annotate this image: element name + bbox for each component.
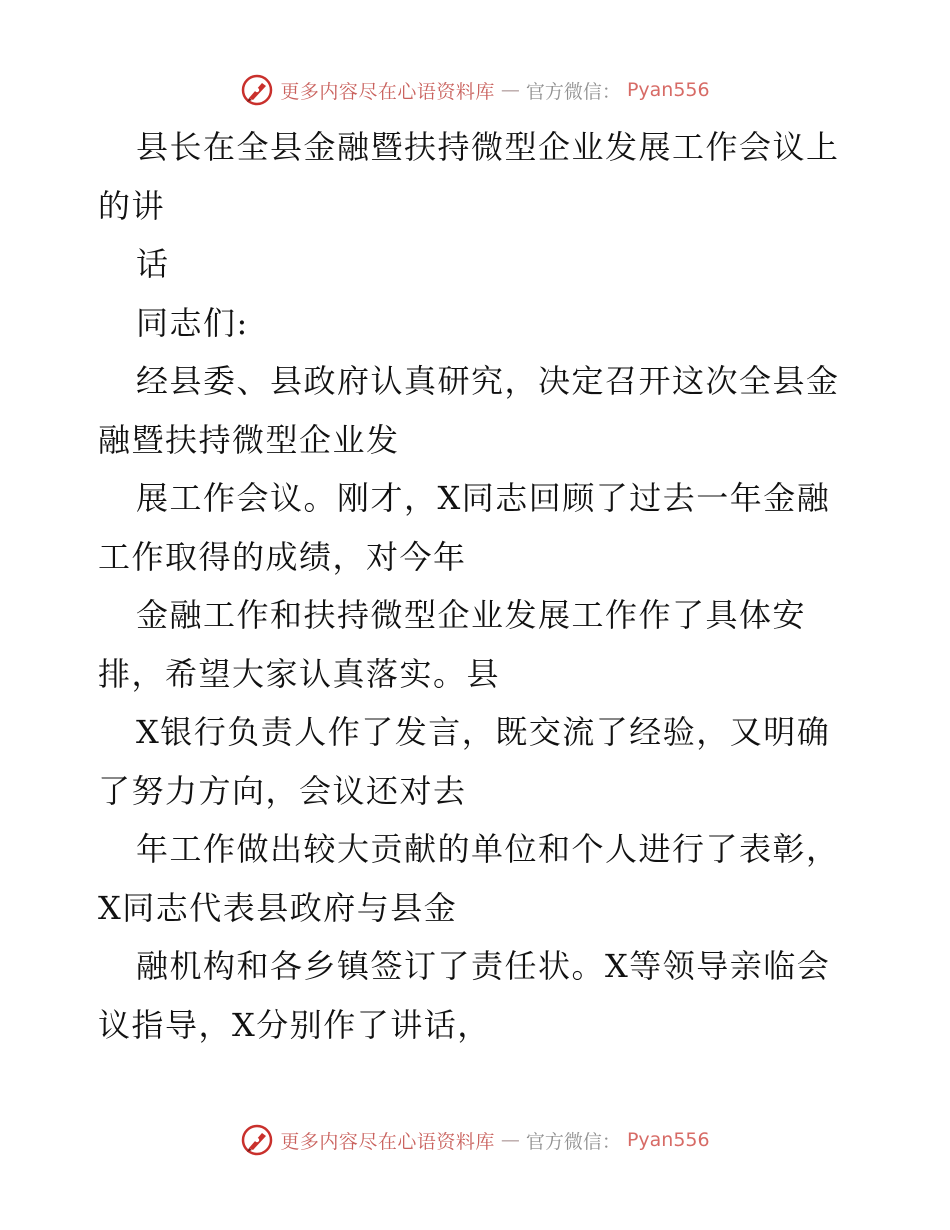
text-line: 经县委、县政府认真研究，决定召开这次全县金 <box>136 362 840 400</box>
text-line: X银行负责人作了发言，既交流了经验，又明确 <box>136 713 831 751</box>
text-line: 县长在全县金融暨扶持微型企业发展工作会议上 <box>136 128 840 166</box>
watermark-wechat-label: 官方微信： <box>525 80 621 103</box>
text-line: 融暨扶持微型企业发 <box>98 420 400 459</box>
text-line: 议指导，X分别作了讲话， <box>98 1005 491 1044</box>
text-line: X同志代表县政府与县金 <box>98 888 458 927</box>
document-body <box>98 118 858 1054</box>
watermark-text: 更多内容尽在心语资料库 <box>280 1130 495 1153</box>
watermark-text: 更多内容尽在心语资料库 <box>280 80 495 103</box>
text-line: 展工作会议。刚才，X同志回顾了过去一年金融 <box>136 479 831 517</box>
text-line: 年工作做出较大贡献的单位和个人进行了表彰， <box>136 830 840 868</box>
watermark-separator: — <box>500 1129 520 1151</box>
text-line: 排，希望大家认真落实。县 <box>98 654 501 693</box>
footer-watermark <box>0 1120 950 1160</box>
watermark-wechat-label: 官方微信： <box>525 1130 621 1153</box>
text-line: 了努力方向，会议还对去 <box>98 771 467 810</box>
text-line: 融机构和各乡镇签订了责任状。X等领导亲临会 <box>136 947 831 985</box>
text-line: 金融工作和扶持微型企业发展工作作了具体安 <box>136 596 807 634</box>
text-line: 工作取得的成绩，对今年 <box>98 537 467 576</box>
pen-logo-icon <box>240 1123 274 1157</box>
text-line: 的讲 <box>98 186 166 225</box>
watermark-wechat-id: Pyan556 <box>626 1129 710 1151</box>
watermark-separator: — <box>500 79 520 101</box>
watermark-wechat-id: Pyan556 <box>626 79 710 101</box>
pen-logo-icon <box>240 73 274 107</box>
header-watermark <box>0 70 950 110</box>
text-line: 话 <box>136 245 170 283</box>
text-line: 同志们: <box>136 303 249 342</box>
